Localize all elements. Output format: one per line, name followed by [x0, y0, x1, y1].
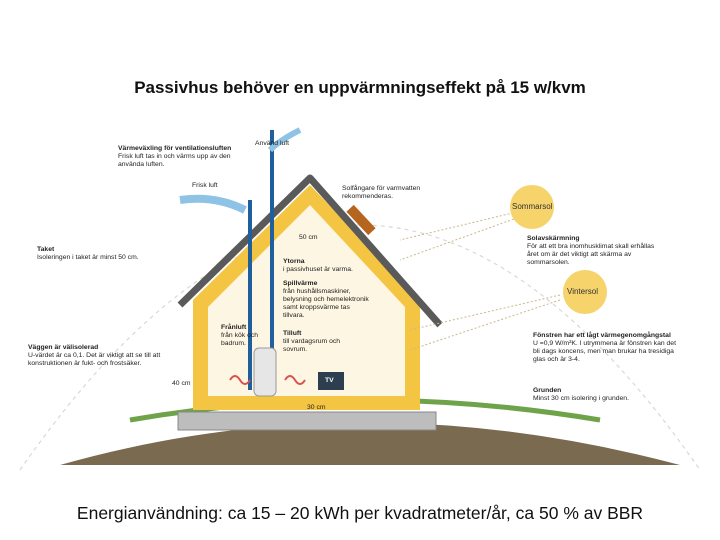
sun-shading-note — [527, 235, 667, 267]
energy-usage-footer: Energianvändning: ca 15 – 20 kWh per kvadratmeter/år, ca 50 % av BBR — [76, 503, 644, 523]
foundation-note-title: Grunden — [533, 387, 562, 394]
roof-note-title: Taket — [37, 246, 55, 253]
foundation-note-body: Minst 30 cm isolering i grunden. — [533, 395, 629, 402]
summer-sun-ray — [400, 210, 525, 240]
tv-label: TV — [325, 377, 334, 384]
exhaust-note-title: Frånluft — [221, 324, 247, 331]
summer-sun-ray — [400, 215, 525, 260]
floor-thickness-label: 30 cm — [307, 404, 326, 411]
outer-surfaces-note-title: Ytorna — [283, 258, 305, 265]
outer-surfaces-note — [283, 258, 363, 274]
waste-heat-note — [283, 280, 373, 320]
sun-shading-note-title: Solavskärmning — [527, 235, 580, 242]
windows-note-title: Fönstren har ett lågt värmegenomgångstal — [533, 332, 671, 339]
waste-heat-note-title: Spillvärme — [283, 280, 318, 287]
winter-sun-label: Vintersol — [567, 287, 598, 296]
foundation-slab — [178, 412, 436, 430]
solar-collector-note: Solfångare för varmvatten rekommenderas. — [342, 185, 421, 200]
roof-note-body: Isoleringen i taket är minst 50 cm. — [37, 254, 139, 261]
fresh-air-arrow — [180, 199, 245, 210]
roof-thickness-label: 50 cm — [299, 234, 318, 241]
diagram-title: Passivhus behöver en uppvärmningseffekt på 15 w/kvm — [134, 78, 586, 97]
fresh-air-label: Frisk luft — [192, 182, 218, 189]
walls-note — [28, 344, 168, 368]
roof-note — [37, 246, 167, 262]
ventilation-note-title: Värmeväxling för ventilationsluften — [118, 145, 232, 152]
windows-note-body: U =0,9 W/m²K. I utrymmena är fönstren kan det bli dags koncens, men man brukar ha tresidiga glas och är 3-4. — [533, 340, 676, 363]
walls-note-title: Väggen är välisolerad — [28, 344, 99, 351]
walls-note-body: U-värdet är ca 0,1. Det är viktigt att se till att konstruktionen är fukt- och frostsäker. — [28, 352, 161, 367]
exhaust-note — [221, 324, 263, 348]
supply-note — [283, 330, 353, 354]
windows-note — [533, 332, 683, 364]
heat-exchanger-unit — [254, 348, 276, 396]
supply-note-body: till vardagsrum och sovrum. — [283, 338, 341, 353]
used-air-label: Använd luft — [255, 140, 290, 147]
waste-heat-note-body: från hushållsmaskiner, belysning och hemelektronik samt kroppsvärme tas tillvara. — [283, 288, 369, 319]
wall-thickness-label: 40 cm — [172, 380, 191, 387]
sun-shading-note-body: För att ett bra inomhusklimat skall erhållas året om är det viktigt att skärma av sommarsolen. — [527, 243, 655, 266]
outer-surfaces-note-body: i passivhuset är varma. — [283, 266, 353, 273]
exhaust-note-body: från kök och badrum. — [221, 332, 259, 347]
supply-note-title: Tilluft — [283, 330, 302, 337]
foundation-note — [533, 387, 673, 403]
ventilation-note-body: Frisk luft tas in och värms upp av den använda luften. — [118, 153, 231, 168]
summer-sun-label: Sommarsol — [512, 202, 553, 211]
ventilation-note — [118, 145, 248, 169]
